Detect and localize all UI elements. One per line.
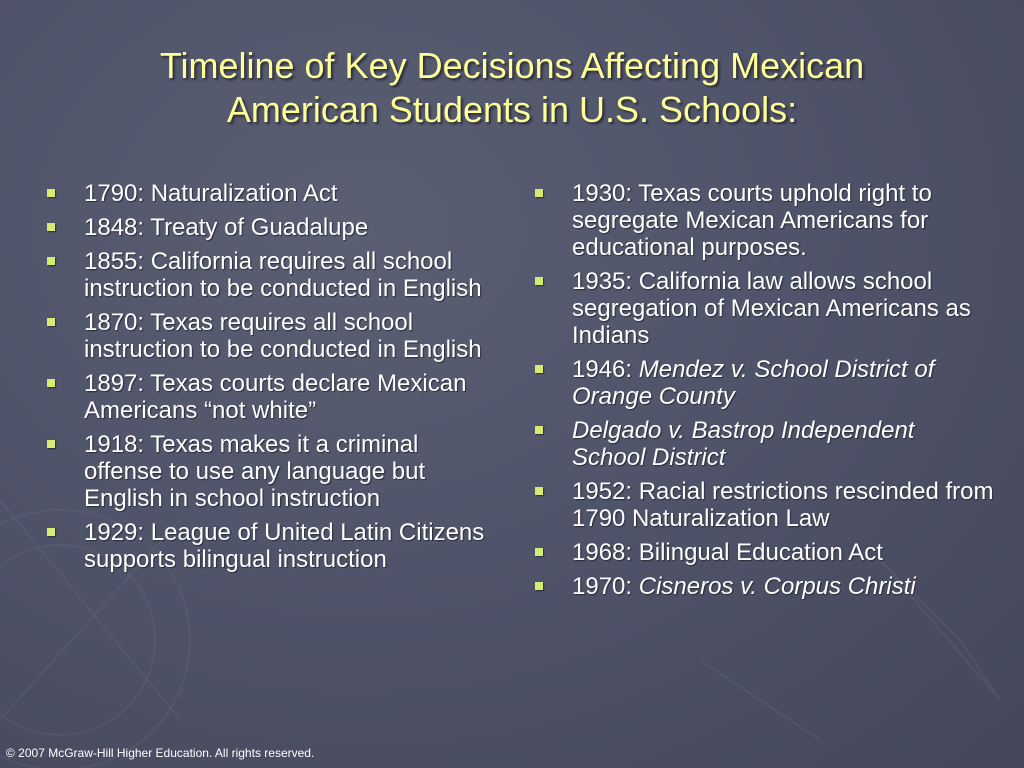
timeline-item-text: 1790: Naturalization Act: [84, 180, 338, 207]
square-bullet-icon: [535, 365, 543, 373]
timeline-item-1970: [534, 573, 994, 600]
timeline-item-1918: [46, 431, 496, 512]
timeline-item-year: 1946:: [572, 356, 639, 383]
timeline-item-text: 1935: California law allows school segregation of Mexican Americans as Indians: [572, 268, 971, 349]
timeline-item-text: 1897: Texas courts declare Mexican Americans “not white”: [84, 370, 467, 424]
timeline-item-year: 1970:: [572, 573, 639, 600]
square-bullet-icon: [47, 189, 55, 197]
right-timeline-list: [534, 180, 994, 607]
square-bullet-icon: [535, 426, 543, 434]
timeline-item-1968: [534, 539, 994, 566]
slide-title: [40, 44, 984, 132]
timeline-item-text: 1952: Racial restrictions rescinded from 1790 Naturalization Law: [572, 478, 994, 532]
timeline-item-1870: [46, 309, 496, 363]
timeline-item-text: 1918: Texas makes it a criminal offense to use any language but English in school instruction: [84, 431, 426, 512]
square-bullet-icon: [47, 318, 55, 326]
slide-title-line-1: Timeline of Key Decisions Affecting Mexican: [159, 45, 865, 86]
square-bullet-icon: [47, 223, 55, 231]
timeline-item-1935: [534, 268, 994, 349]
timeline-item-1930: [534, 180, 994, 261]
square-bullet-icon: [47, 528, 55, 536]
square-bullet-icon: [535, 487, 543, 495]
timeline-item-1946: [534, 356, 994, 410]
timeline-item-1855: [46, 248, 496, 302]
left-timeline-list: [46, 180, 496, 580]
slide-title-line-2: American Students in U.S. Schools:: [226, 89, 798, 130]
timeline-item-text: 1929: League of United Latin Citizens supports bilingual instruction: [84, 519, 485, 573]
timeline-item-1790: [46, 180, 496, 207]
square-bullet-icon: [535, 548, 543, 556]
case-name-delgado: Delgado v. Bastrop Independent School District: [572, 417, 915, 471]
timeline-item-1897: [46, 370, 496, 424]
square-bullet-icon: [47, 257, 55, 265]
timeline-item-text: 1930: Texas courts uphold right to segregate Mexican Americans for educational purposes.: [572, 180, 932, 261]
square-bullet-icon: [535, 582, 543, 590]
copyright-footer: © 2007 McGraw-Hill Higher Education. All rights reserved.: [6, 746, 315, 760]
timeline-item-1952: [534, 478, 994, 532]
timeline-item-text: 1855: California requires all school instruction to be conducted in English: [84, 248, 482, 302]
square-bullet-icon: [47, 440, 55, 448]
square-bullet-icon: [47, 379, 55, 387]
case-name-mendez: Mendez v. School District of Orange County: [572, 356, 935, 410]
square-bullet-icon: [535, 277, 543, 285]
timeline-item-text: 1848: Treaty of Guadalupe: [84, 214, 369, 241]
timeline-item-1848: [46, 214, 496, 241]
timeline-item-delgado: [534, 417, 994, 471]
case-name-cisneros: Cisneros v. Corpus Christi: [638, 573, 916, 600]
timeline-item-text: 1968: Bilingual Education Act: [572, 539, 883, 566]
timeline-item-1929: [46, 519, 496, 573]
square-bullet-icon: [535, 189, 543, 197]
timeline-item-text: 1870: Texas requires all school instruction to be conducted in English: [84, 309, 482, 363]
